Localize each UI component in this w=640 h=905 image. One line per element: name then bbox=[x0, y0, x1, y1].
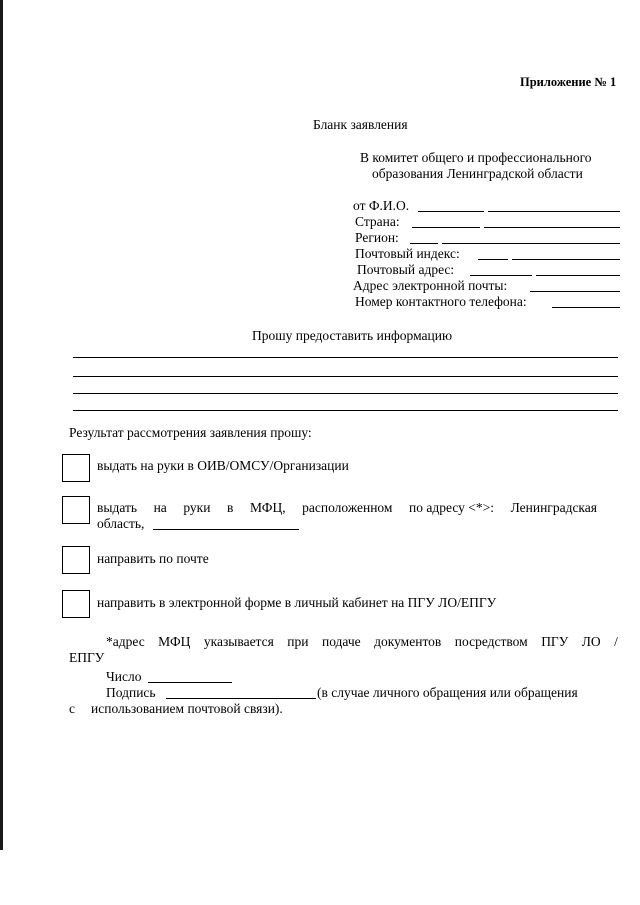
option-mfc-word: Ленинградская bbox=[510, 500, 597, 515]
option-mfc-word: по адресу <*>: bbox=[409, 500, 494, 515]
option-label-oiv: выдать на руки в ОИВ/ОМСУ/Организации bbox=[97, 458, 349, 473]
field-label-region: Регион: bbox=[355, 230, 399, 245]
signature-field-line[interactable] bbox=[166, 698, 316, 699]
addressee-line-1: В комитет общего и профессионального bbox=[360, 150, 592, 165]
option-label-post: направить по почте bbox=[97, 551, 209, 566]
option-mfc-word: МФЦ, bbox=[249, 500, 286, 515]
form-title: Бланк заявления bbox=[313, 117, 408, 132]
request-line-3[interactable] bbox=[73, 393, 618, 394]
date-label: Число bbox=[106, 669, 142, 684]
footnote-word: / bbox=[614, 634, 618, 649]
field-label-fio: от Ф.И.О. bbox=[353, 198, 410, 213]
request-line-4[interactable] bbox=[73, 410, 618, 411]
option-mfc-word: в bbox=[227, 500, 234, 515]
field-line-fio-b[interactable] bbox=[488, 211, 620, 212]
request-line-2[interactable] bbox=[73, 376, 618, 377]
option-checkbox-mfc[interactable] bbox=[62, 496, 90, 524]
field-label-email: Адрес электронной почты: bbox=[353, 278, 508, 293]
field-label-postal-address: Почтовый адрес: bbox=[357, 262, 455, 277]
addressee-line-2: образования Ленинградской области bbox=[372, 166, 583, 181]
signature-note-line2-b: использованием почтовой связи). bbox=[91, 701, 283, 716]
option-checkbox-post[interactable] bbox=[62, 546, 90, 574]
footnote-word: указывается bbox=[203, 634, 274, 649]
option-checkbox-oiv[interactable] bbox=[62, 454, 90, 482]
footnote-word: ПГУ bbox=[541, 634, 569, 649]
field-line-index-a[interactable] bbox=[478, 259, 508, 260]
date-field-line[interactable] bbox=[148, 682, 232, 683]
option-label-mfc bbox=[97, 500, 597, 516]
appendix-label: Приложение № 1 bbox=[520, 75, 617, 89]
option-checkbox-electronic[interactable] bbox=[62, 590, 90, 618]
option-mfc-word: выдать bbox=[97, 500, 138, 515]
field-label-phone: Номер контактного телефона: bbox=[355, 294, 527, 309]
field-line-region-a[interactable] bbox=[410, 243, 438, 244]
field-line-phone[interactable] bbox=[552, 307, 620, 308]
option-mfc-word: руки bbox=[183, 500, 211, 515]
signature-note-line2-a: с bbox=[69, 701, 75, 716]
footnote-word: МФЦ bbox=[158, 634, 191, 649]
field-line-address-b[interactable] bbox=[536, 275, 620, 276]
request-line-1[interactable] bbox=[73, 357, 618, 358]
footnote-word: ЛО bbox=[581, 634, 601, 649]
field-line-mfc-address[interactable] bbox=[153, 529, 299, 530]
scan-edge-shadow bbox=[0, 0, 3, 850]
field-line-fio-a[interactable] bbox=[418, 211, 484, 212]
field-label-postal-index: Почтовый индекс: bbox=[355, 246, 460, 261]
footnote-word: посредством bbox=[454, 634, 528, 649]
result-heading: Результат рассмотрения заявления прошу: bbox=[69, 425, 312, 440]
option-label-electronic: направить в электронной форме в личный кабинет на ПГУ ЛО/ЕПГУ bbox=[97, 595, 497, 610]
field-label-country: Страна: bbox=[355, 214, 400, 229]
field-line-email[interactable] bbox=[530, 291, 620, 292]
footnote-word: документов bbox=[374, 634, 442, 649]
footnote-word: при bbox=[287, 634, 309, 649]
footnote-line-2: ЕПГУ bbox=[69, 650, 105, 665]
field-line-region-b[interactable] bbox=[442, 243, 620, 244]
request-heading: Прошу предоставить информацию bbox=[252, 328, 453, 343]
field-line-country-a[interactable] bbox=[412, 227, 480, 228]
field-line-address-a[interactable] bbox=[470, 275, 532, 276]
field-line-country-b[interactable] bbox=[484, 227, 620, 228]
signature-label: Подпись bbox=[106, 685, 156, 700]
field-line-index-b[interactable] bbox=[512, 259, 620, 260]
footnote-line-1 bbox=[106, 634, 618, 650]
option-label-mfc-line2: область, bbox=[97, 516, 145, 531]
footnote-word: *адрес bbox=[106, 634, 145, 649]
option-mfc-word: расположенном bbox=[302, 500, 393, 515]
option-mfc-word: на bbox=[153, 500, 167, 515]
signature-note: (в случае личного обращения или обращения bbox=[317, 685, 578, 700]
footnote-word: подаче bbox=[321, 634, 361, 649]
